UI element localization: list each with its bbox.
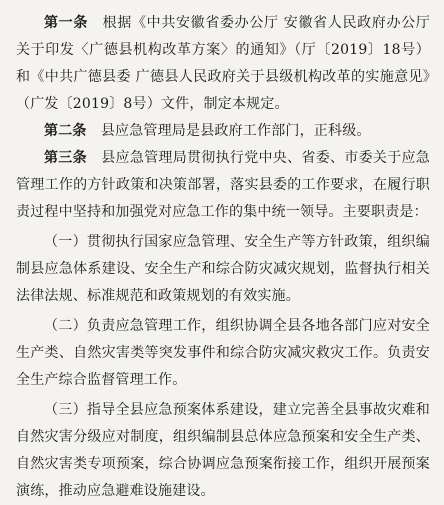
article-label: 第三条 (44, 150, 87, 166)
paragraph-text: （二）负责应急管理工作，组织协调全县各地各部门应对安全生产类、自然灾害类等突发事件和综合防灾减灾救灾工作。负责安全生产综合监督管理工作。 (16, 318, 430, 388)
paragraph-text: 根据《中共安徽省委办公厅 安徽省人民政府办公厅关于印发〈广德县机构改革方案〉的通知》（厅〔2019〕18号）和《中共广德县委 广德县人民政府关于县级机构改革的实施意见》（广发〔2019〕8号）文件，制定本规定。 (16, 15, 430, 112)
paragraph-duty-3 (16, 397, 430, 505)
article-label: 第一条 (44, 15, 88, 31)
paragraph-duty-1 (16, 229, 430, 310)
article-label: 第二条 (44, 123, 87, 139)
paragraph-text: 县应急管理局贯彻执行党中央、省委、市委关于应急管理工作的方针政策和决策部署，落实县委的工作要求，在履行职责过程中坚持和加强党对应急工作的集中统一领导。主要职责是： (16, 150, 430, 220)
paragraph-text: （一）贯彻执行国家应急管理、安全生产等方针政策，组织编制县应急体系建设、安全生产和综合防灾减灾规划，监督执行相关法律法规、标准规范和政策规划的有效实施。 (16, 234, 430, 304)
paragraph-article-3 (16, 145, 430, 226)
paragraph-text: 县应急管理局是县政府工作部门，正科级。 (100, 123, 371, 139)
paragraph-duty-2 (16, 313, 430, 394)
paragraph-article-2 (16, 118, 430, 145)
paragraph-text: （三）指导全县应急预案体系建设，建立完善全县事故灾难和自然灾害分级应对制度，组织编制县总体应急预案和安全生产类、自然灾害类专项预案，综合协调应急预案衔接工作，组织开展预案演练，推动应急避难设施建设。 (16, 402, 430, 499)
paragraph-article-1 (16, 10, 430, 118)
